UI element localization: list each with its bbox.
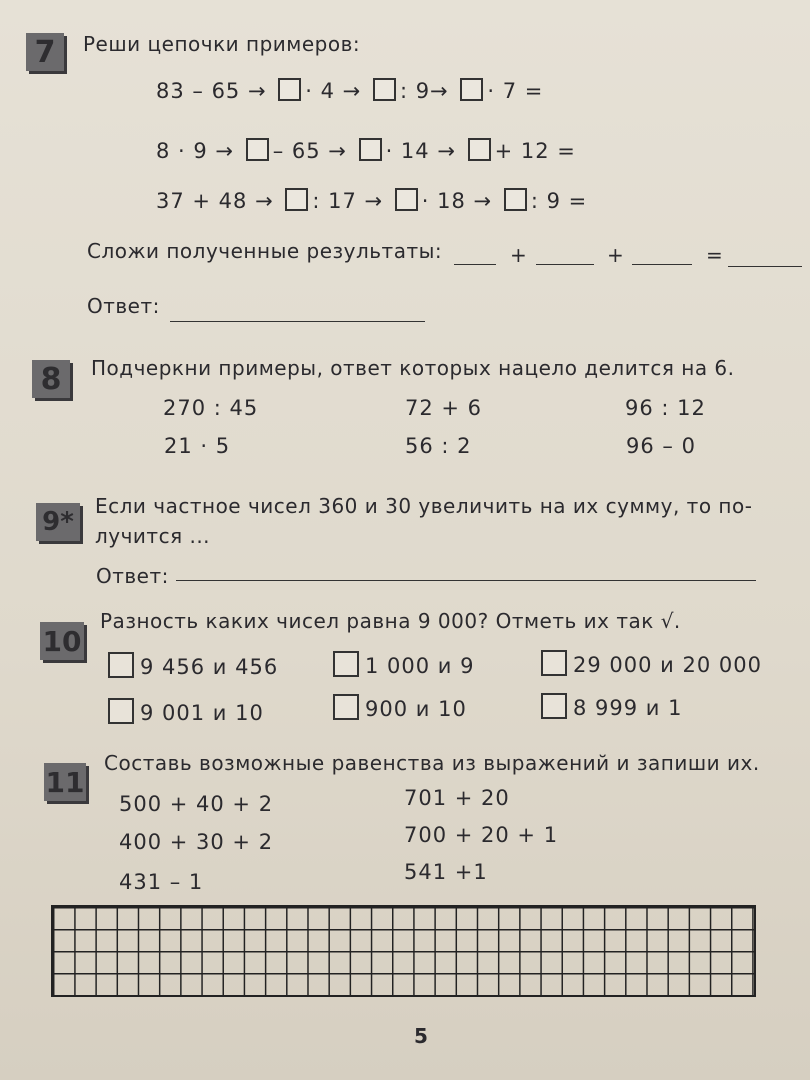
task-7-answer-label: Ответ: <box>87 294 160 318</box>
task-10-option[interactable] <box>541 693 682 720</box>
checkbox[interactable] <box>541 650 567 676</box>
task-11-title: Составь возможные равенства из выражений и запиши их. <box>104 751 760 775</box>
chain-3-step-3: · 18 → <box>421 189 493 213</box>
chain-2-step-4: + 12 = <box>494 139 576 163</box>
sum-blank-1[interactable] <box>454 264 496 265</box>
answer-box[interactable] <box>460 78 483 101</box>
task-10-option[interactable] <box>108 698 264 725</box>
task-8-title: Подчеркни примеры, ответ которых нацело делится на 6. <box>91 356 735 380</box>
answer-box[interactable] <box>285 188 308 211</box>
page-number: 5 <box>414 1024 428 1048</box>
task-7-chain-1 <box>156 78 543 103</box>
option-label: 8 999 и 1 <box>573 696 683 720</box>
task-10-option[interactable] <box>333 694 467 721</box>
answer-box[interactable] <box>395 188 418 211</box>
sum-blank-2[interactable] <box>536 264 594 265</box>
answer-grid[interactable] <box>51 905 756 997</box>
plus-sign: + <box>607 243 625 267</box>
chain-3-step-4: : 9 = <box>530 189 588 213</box>
checkbox[interactable] <box>108 652 134 678</box>
task-8-expr[interactable]: 56 : 2 <box>405 434 472 458</box>
answer-box[interactable] <box>504 188 527 211</box>
task-11-expr: 701 + 20 <box>404 786 510 810</box>
task-7-number: 7 <box>26 33 64 71</box>
answer-box[interactable] <box>359 138 382 161</box>
chain-3-step-2: : 17 → <box>312 189 384 213</box>
option-label: 29 000 и 20 000 <box>573 653 762 677</box>
plus-sign: + <box>510 243 528 267</box>
task-8-expr[interactable]: 96 : 12 <box>625 396 706 420</box>
task-8-number: 8 <box>32 360 70 398</box>
chain-1-step-3: : 9→ <box>399 79 449 103</box>
task-7-chain-3 <box>156 188 587 213</box>
task-8-expr[interactable]: 72 + 6 <box>405 396 483 420</box>
chain-3-start: 37 + 48 → <box>156 189 274 213</box>
option-label: 9 001 и 10 <box>140 701 264 725</box>
task-10-number: 10 <box>40 622 84 660</box>
task-8-expr[interactable]: 21 · 5 <box>164 434 231 458</box>
sum-result-blank[interactable] <box>728 266 802 267</box>
task-10-option[interactable] <box>541 650 762 677</box>
task-9-text-line-2: лучится ... <box>95 524 211 548</box>
chain-2-step-2: – 65 → <box>272 139 347 163</box>
chain-1-start: 83 – 65 → <box>156 79 267 103</box>
answer-box[interactable] <box>246 138 269 161</box>
option-label: 900 и 10 <box>365 697 467 721</box>
task-8-expr[interactable]: 96 – 0 <box>626 434 696 458</box>
sum-label: Сложи полученные результаты: <box>87 239 443 263</box>
checkbox[interactable] <box>333 694 359 720</box>
task-11-expr: 700 + 20 + 1 <box>404 823 559 847</box>
answer-box[interactable] <box>373 78 396 101</box>
answer-box[interactable] <box>468 138 491 161</box>
task-7-chain-2 <box>156 138 576 163</box>
task-10-option[interactable] <box>333 651 474 678</box>
equals-sign: = <box>706 243 724 267</box>
task-11-number: 11 <box>44 763 86 801</box>
option-label: 1 000 и 9 <box>365 654 475 678</box>
task-8-expr[interactable]: 270 : 45 <box>163 396 259 420</box>
answer-box[interactable] <box>278 78 301 101</box>
task-10-title: Разность каких чисел равна 9 000? Отметь их так √. <box>100 609 681 633</box>
task-11-expr: 400 + 30 + 2 <box>119 830 274 854</box>
task-10-option[interactable] <box>108 652 278 679</box>
option-label: 9 456 и 456 <box>140 655 279 679</box>
chain-1-step-4: · 7 = <box>487 79 544 103</box>
task-11-expr: 541 +1 <box>404 860 488 884</box>
chain-1-step-2: · 4 → <box>305 79 362 103</box>
task-9-answer-label: Ответ: <box>96 564 169 588</box>
task-9-number: 9* <box>36 503 80 541</box>
checkbox[interactable] <box>333 651 359 677</box>
task-7-title: Реши цепочки примеров: <box>83 32 361 56</box>
task-9-answer-line[interactable] <box>176 580 756 581</box>
checkbox[interactable] <box>541 693 567 719</box>
task-9-text-line-1: Если частное чисел 360 и 30 увеличить на их сумму, то по- <box>95 494 753 518</box>
task-11-expr: 500 + 40 + 2 <box>119 792 274 816</box>
chain-2-step-3: · 14 → <box>385 139 456 163</box>
sum-blank-3[interactable] <box>632 264 692 265</box>
task-11-expr: 431 – 1 <box>119 870 204 894</box>
task-7-answer-line[interactable] <box>170 321 425 322</box>
chain-2-start: 8 · 9 → <box>156 139 235 163</box>
checkbox[interactable] <box>108 698 134 724</box>
